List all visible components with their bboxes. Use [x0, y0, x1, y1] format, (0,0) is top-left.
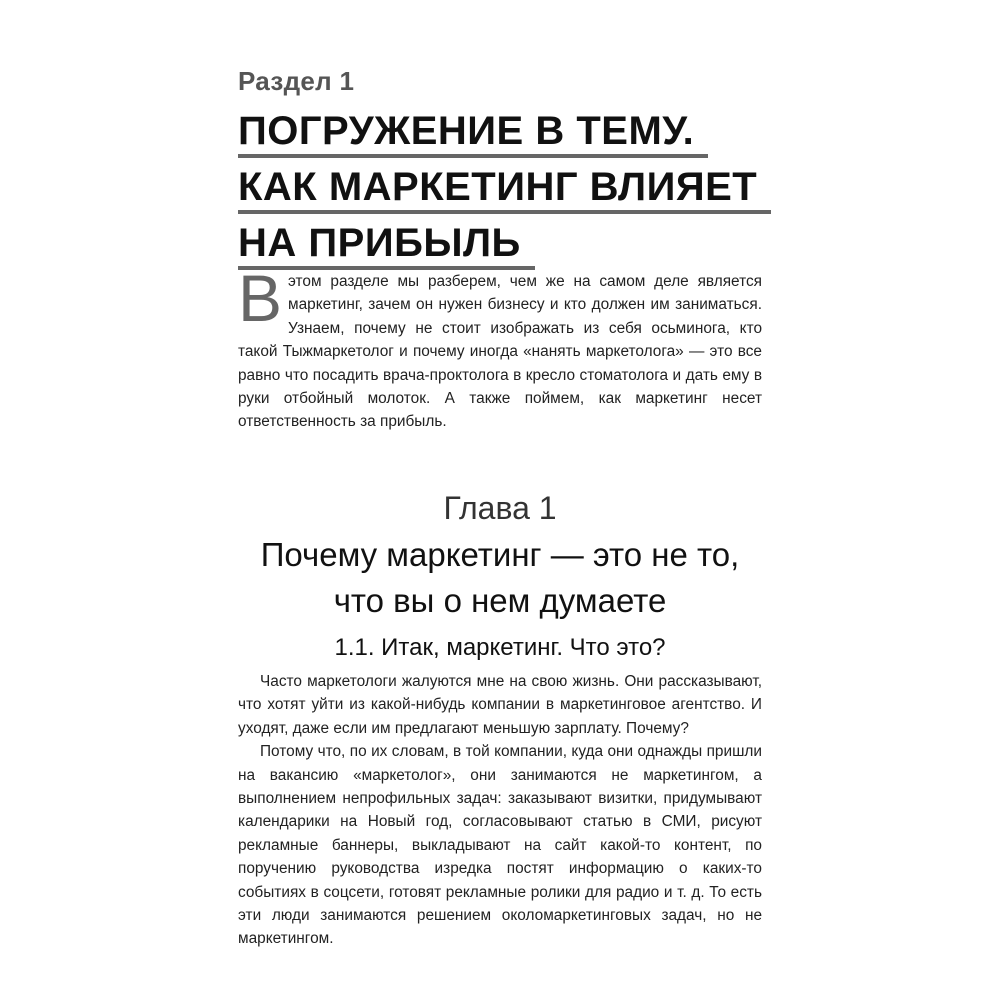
chapter-title [0, 532, 1000, 624]
body-paragraph: Часто маркетологи жалуются мне на свою жизнь. Они рассказывают, что хотят уйти из какой-нибудь компании в маркетинговое агентство. И уходят, даже если им предлагают меньшую зарплату. Почему? [238, 673, 762, 737]
section-title-line: НА ПРИБЫЛЬ [238, 220, 535, 270]
section-title [238, 106, 771, 274]
chapter-title-line: Почему маркетинг — это не то, [260, 536, 740, 573]
section-title-line: ПОГРУЖЕНИЕ В ТЕМУ. [238, 108, 708, 158]
body-text [238, 670, 762, 951]
body-paragraph: Потому что, по их словам, в той компании, куда они однажды пришли на вакансию «маркетолог», они занимаются не маркетингом, а выполнением непрофильных задач: заказывают визитки, придумывают календарики на Новый год, согласовывают статью в СМИ, рисуют рекламные баннеры, выкладывают на сайт какой-то контент, по поручению руководства изредка постят информацию о каких-то событиях в соцсети, готовят рекламные ролики для радио и т. д. То есть эти люди занимаются решением околомаркетинговых задач, но не маркетингом. [238, 743, 762, 948]
section-title-line: КАК МАРКЕТИНГ ВЛИЯЕТ [238, 164, 771, 214]
section-label: Раздел 1 [238, 66, 355, 96]
intro-text: этом разделе мы разберем, чем же на самом деле является маркетинг, зачем он нужен бизнесу и кто должен им заниматься. Узнаем, почему не стоит изображать из себя осьминога, кто такой Тыжмаркетолог и почему иногда «нанять маркетолога» — это все равно что посадить врача-проктолога в кресло стоматолога и дать ему в руки отбойный молоток. А также поймем, как маркетинг несет ответственность за прибыль. [238, 273, 762, 431]
drop-cap: В [238, 261, 283, 335]
subsection-title: 1.1. Итак, маркетинг. Что это? [334, 634, 666, 661]
chapter-title-line: что вы о нем думаете [333, 582, 667, 619]
chapter-number: Глава 1 [443, 490, 557, 526]
intro-paragraph [238, 261, 762, 434]
